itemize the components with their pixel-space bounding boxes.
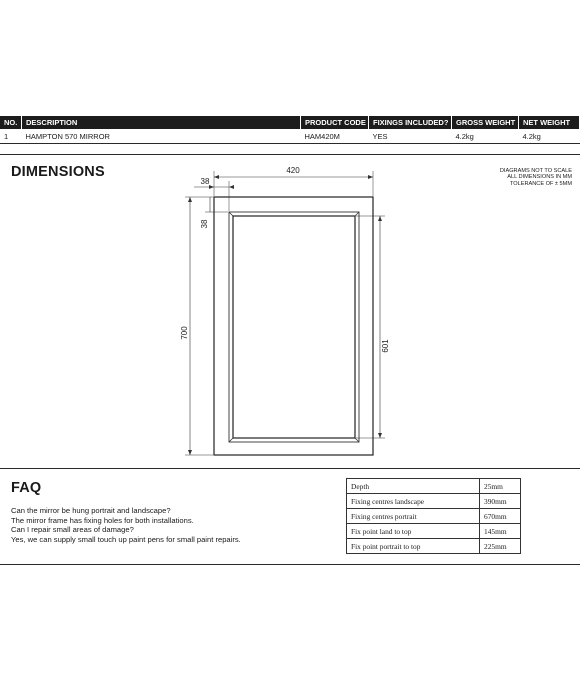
cell-no: 1 xyxy=(0,129,22,144)
overall-height-label: 700 xyxy=(180,326,189,340)
header-gross-weight: GROSS WEIGHT xyxy=(452,116,519,129)
note-line: ALL DIMENSIONS IN MM xyxy=(507,174,572,181)
fixing-value: 670mm xyxy=(480,509,521,524)
header-net-weight: NET WEIGHT xyxy=(519,116,580,129)
fixing-value: 225mm xyxy=(480,539,521,554)
overall-width-label: 420 xyxy=(286,166,300,175)
product-table-header xyxy=(0,116,580,129)
fixings-table xyxy=(346,478,521,554)
header-description: DESCRIPTION xyxy=(22,116,301,129)
glass-outline xyxy=(233,216,355,438)
fixing-value: 25mm xyxy=(480,479,521,494)
table-row xyxy=(347,539,521,554)
note-line: TOLERANCE OF ± 5MM xyxy=(509,180,572,187)
faq-text xyxy=(11,506,331,544)
header-product-code: PRODUCT CODE xyxy=(301,116,369,129)
table-row xyxy=(0,129,580,144)
table-row xyxy=(347,509,521,524)
fixing-label: Fixing centres portrait xyxy=(347,509,480,524)
faq-question: Can the mirror be hung portrait and landscape? xyxy=(11,506,171,515)
dimensions-title: DIMENSIONS xyxy=(11,164,105,180)
miter-line xyxy=(355,212,359,216)
faq-answer: The mirror frame has fixing holes for both installations. xyxy=(11,515,194,525)
fixing-value: 145mm xyxy=(480,524,521,539)
fixing-value: 390mm xyxy=(480,494,521,509)
cell-fixings-included: YES xyxy=(369,129,452,144)
header-no: NO. xyxy=(0,116,22,129)
faq-question: Can I repair small areas of damage? xyxy=(11,525,134,535)
cell-product-code: HAM420M xyxy=(301,129,369,144)
section-divider xyxy=(0,564,580,565)
header-fixings-included: FIXINGS INCLUDED? xyxy=(369,116,452,129)
mirror-dimension-drawing xyxy=(0,155,580,465)
frame-height-label: 38 xyxy=(200,219,209,229)
miter-line xyxy=(229,438,233,442)
fixing-label: Fix point land to top xyxy=(347,524,480,539)
faq-answer: Yes, we can supply small touch up paint pens for small paint repairs. xyxy=(11,534,241,544)
miter-line xyxy=(229,212,233,216)
cell-gross-weight: 4.2kg xyxy=(452,129,519,144)
fixing-label: Fix point portrait to top xyxy=(347,539,480,554)
glass-height-label: 601 xyxy=(381,339,390,353)
cell-description: HAMPTON 570 MIRROR xyxy=(22,129,301,144)
fixing-label: Depth xyxy=(347,479,480,494)
frame-outer xyxy=(214,197,373,455)
table-row xyxy=(347,494,521,509)
product-table xyxy=(0,116,580,144)
frame-width-label: 38 xyxy=(200,177,210,186)
fixing-label: Fixing centres landscape xyxy=(347,494,480,509)
faq-title: FAQ xyxy=(11,480,42,496)
note-line: DIAGRAMS NOT TO SCALE xyxy=(499,168,572,174)
table-row xyxy=(347,524,521,539)
cell-net-weight: 4.2kg xyxy=(519,129,580,144)
section-divider xyxy=(0,468,580,469)
table-row xyxy=(347,479,521,494)
frame-inner-edge xyxy=(229,212,359,442)
miter-line xyxy=(355,438,359,442)
